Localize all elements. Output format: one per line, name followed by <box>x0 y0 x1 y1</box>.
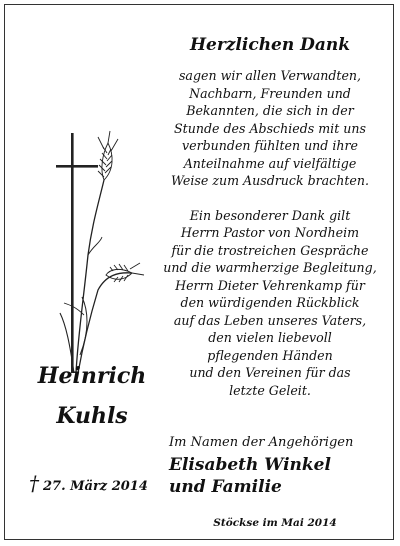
text-line: den würdigenden Rückblick <box>180 295 360 310</box>
text-line: Weise zum Ausdruck brachten. <box>171 173 369 188</box>
text-line: Ein besonderer Dank gilt <box>189 207 351 223</box>
text-line: Bekannten, die sich in der <box>186 103 354 118</box>
text-line: und den Vereinen für das <box>189 365 351 380</box>
thanks-body <box>155 67 385 399</box>
text-line: auf das Leben unseres Vaters, <box>173 312 367 328</box>
death-date-line <box>29 471 159 495</box>
text-line: letzte Geleit. <box>229 382 311 398</box>
text-line: für die trostreichen Gespräche <box>171 242 369 258</box>
on-behalf-text: Im Namen der Angehörigen <box>169 435 354 450</box>
text-line: pflegenden Händen <box>207 347 333 363</box>
text-line: Herrn Pastor von Nordheim <box>180 225 360 240</box>
signer-line: und Familie <box>169 477 282 497</box>
dagger-icon: † <box>29 471 39 495</box>
thanks-paragraph-1 <box>155 67 385 190</box>
death-date: 27. März 2014 <box>43 479 148 494</box>
thanks-heading: Herzlichen Dank <box>189 35 351 55</box>
text-line: Anteilnahme auf vielfältige <box>183 155 357 171</box>
place-date: Stöckse im Mai 2014 <box>213 517 337 529</box>
obituary-card <box>4 4 394 540</box>
text-line: Herrn Dieter Vehrenkamp für <box>175 277 365 293</box>
signers <box>169 454 389 498</box>
text-line: sagen wir allen Verwandten, <box>178 68 362 83</box>
text-line: verbunden fühlten und ihre <box>182 138 358 153</box>
text-line: und die warmherzige Begleitung, <box>163 260 377 275</box>
text-line: Stunde des Abschieds mit uns <box>174 120 366 136</box>
cross-with-wheat-icon <box>40 125 150 385</box>
text-line: den vielen liebevoll <box>208 330 332 345</box>
deceased-last-name: Kuhls <box>56 403 128 429</box>
thanks-paragraph-2 <box>155 207 385 400</box>
text-line: Nachbarn, Freunden und <box>189 85 351 101</box>
signer-line: Elisabeth Winkel <box>169 455 331 475</box>
deceased-first-name: Heinrich <box>37 363 147 389</box>
